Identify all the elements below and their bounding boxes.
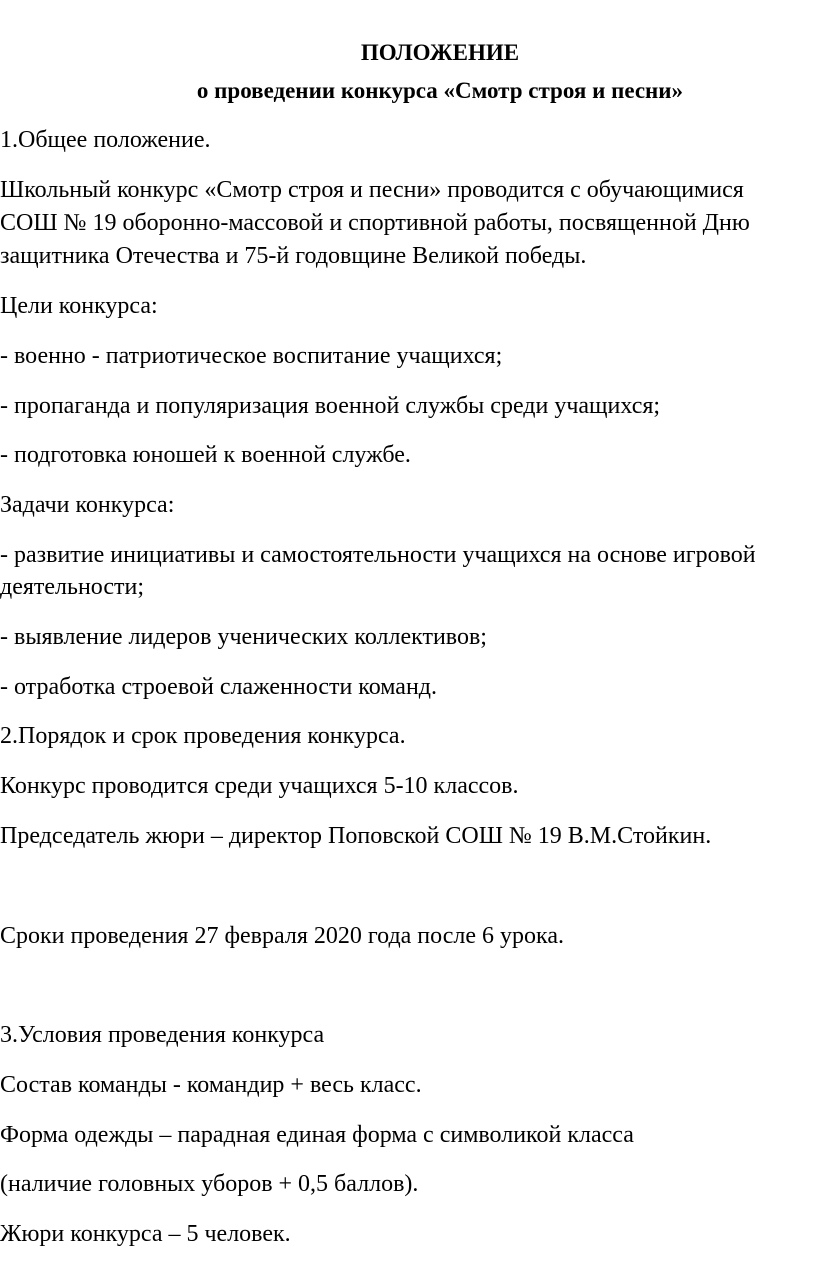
headwear-text: (наличие головных уборов + 0,5 баллов). — [0, 1171, 419, 1197]
dates-text: Сроки проведения 27 февраля 2020 года после 6 урока. — [0, 923, 564, 949]
intro-line-1: Школьный конкурс «Смотр строя и песни» проводится с обучающимися — [0, 177, 744, 203]
document-subtitle: о проведении конкурса «Смотр строя и песни» — [196, 78, 684, 103]
uniform-text: Форма одежды – парадная единая форма с символикой класса — [0, 1122, 634, 1148]
intro-line-2: СОШ № 19 оборонно-массовой и спортивной работы, посвященной Дню — [0, 210, 750, 236]
section3-heading: 3.Условия проведения конкурса — [0, 1022, 325, 1048]
document-title: ПОЛОЖЕНИЕ — [360, 40, 520, 65]
intro-line-3: защитника Отечества и 75-й годовщине Великой победы. — [0, 243, 587, 269]
section2-heading: 2.Порядок и срок проведения конкурса. — [0, 723, 406, 749]
section1-heading: 1.Общее положение. — [0, 127, 211, 153]
jury-text: Жюри конкурса – 5 человек. — [0, 1221, 291, 1247]
goal-item-2: - пропаганда и популяризация военной службы среди учащихся; — [0, 393, 661, 419]
participants-text: Конкурс проводится среди учащихся 5-10 классов. — [0, 773, 519, 799]
task-item-1: - развитие инициативы и самостоятельности учащихся на основе игровой — [0, 542, 756, 568]
team-text: Состав команды - командир + весь класс. — [0, 1072, 422, 1098]
jury-chair-text: Председатель жюри – директор Поповской СОШ № 19 В.М.Стойкин. — [0, 823, 712, 849]
goal-item-3: - подготовка юношей к военной службе. — [0, 442, 411, 468]
goal-item-1: - военно - патриотическое воспитание учащихся; — [0, 343, 503, 369]
goals-heading: Цели конкурса: — [0, 293, 158, 319]
tasks-heading: Задачи конкурса: — [0, 492, 175, 518]
task-item-2: - выявление лидеров ученических коллективов; — [0, 624, 487, 650]
task-item-3: - отработка строевой слаженности команд. — [0, 674, 438, 700]
task-item-1-continued: деятельности; — [0, 574, 145, 600]
